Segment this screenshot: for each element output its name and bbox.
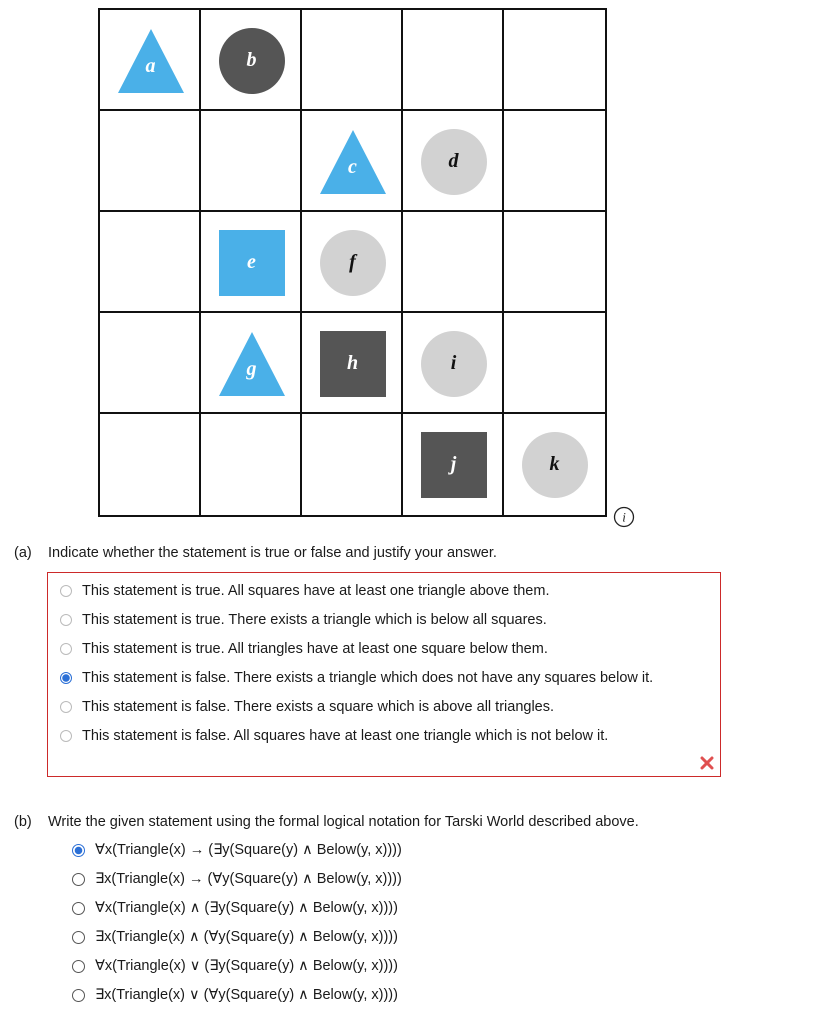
- object-label: b: [246, 49, 257, 71]
- object-label: e: [247, 251, 256, 273]
- option-label: ∀x(Triangle(x) ∨ (∃y(Square(y) ∧ Below(y, x)))): [95, 958, 398, 974]
- object-label: d: [448, 150, 459, 172]
- part-a-option[interactable]: [60, 612, 547, 628]
- radio-button[interactable]: [72, 989, 85, 1002]
- option-label: ∃x(Triangle(x) ∧ (∀y(Square(y) ∧ Below(y, x)))): [95, 929, 398, 945]
- grid-cell-c: [302, 111, 403, 212]
- radio-button[interactable]: [72, 960, 85, 973]
- radio-button[interactable]: [72, 844, 85, 857]
- part-b-option[interactable]: [72, 929, 398, 945]
- part-b-prompt: Write the given statement using the formal logical notation for Tarski World described above.: [48, 814, 639, 830]
- radio-button[interactable]: [60, 614, 72, 626]
- part-b-tag: (b): [14, 814, 32, 830]
- radio-button[interactable]: [72, 873, 85, 886]
- object-label: h: [346, 352, 359, 374]
- square-object: [319, 330, 387, 398]
- part-a-option[interactable]: [60, 670, 653, 686]
- option-label: ∀x(Triangle(x) → (∃y(Square(y) ∧ Below(y, x)))): [95, 842, 402, 858]
- option-label: ∃x(Triangle(x) → (∀y(Square(y) ∧ Below(y, x)))): [95, 871, 402, 887]
- option-label: This statement is true. All triangles have at least one square below them.: [82, 641, 548, 657]
- circle-object: [218, 27, 286, 95]
- part-a-option[interactable]: [60, 699, 554, 715]
- svg-text:i: i: [622, 509, 626, 525]
- radio-button[interactable]: [60, 643, 72, 655]
- object-label: g: [246, 358, 257, 380]
- grid-cell-b: [201, 10, 302, 111]
- option-label: This statement is false. There exists a triangle which does not have any squares below it.: [82, 670, 654, 686]
- part-b-option[interactable]: [72, 871, 402, 887]
- grid-cell-h: [302, 313, 403, 414]
- part-a-answer-box: [47, 572, 721, 777]
- triangle-object: [117, 27, 185, 95]
- grid-cell-i: [403, 313, 504, 414]
- option-label: This statement is false. All squares have at least one triangle which is not below it.: [82, 728, 609, 744]
- circle-object: [319, 229, 387, 297]
- option-label: This statement is true. All squares have at least one triangle above them.: [82, 583, 550, 599]
- radio-button[interactable]: [72, 931, 85, 944]
- part-a-option[interactable]: [60, 728, 608, 744]
- part-b-question: [14, 814, 639, 830]
- circle-object: [521, 431, 589, 499]
- radio-button[interactable]: [60, 730, 72, 742]
- radio-button[interactable]: [60, 672, 72, 684]
- part-a-question: [14, 545, 497, 561]
- square-object: [218, 229, 286, 297]
- object-label: k: [549, 453, 560, 475]
- grid-cell-f: [302, 212, 403, 313]
- option-label: This statement is true. There exists a triangle which is below all squares.: [82, 612, 547, 628]
- grid-cell-d: [403, 111, 504, 212]
- triangle-object: [319, 128, 387, 196]
- part-b-option[interactable]: [72, 958, 398, 974]
- grid-cell-g: [201, 313, 302, 414]
- part-b-option[interactable]: [72, 900, 398, 916]
- circle-object: [420, 330, 488, 398]
- grid-cell-j: [403, 414, 504, 515]
- part-a-option[interactable]: [60, 641, 548, 657]
- triangle-object: [218, 330, 286, 398]
- part-b-option[interactable]: [72, 842, 402, 858]
- circle-object: [420, 128, 488, 196]
- object-label: i: [450, 352, 457, 374]
- radio-button[interactable]: [72, 902, 85, 915]
- grid-cell-e: [201, 212, 302, 313]
- option-label: ∀x(Triangle(x) ∧ (∃y(Square(y) ∧ Below(y, x)))): [95, 900, 398, 916]
- object-label: a: [145, 55, 156, 77]
- part-a-prompt: Indicate whether the statement is true or false and justify your answer.: [48, 545, 497, 561]
- info-icon[interactable]: [613, 506, 635, 528]
- object-label: f: [349, 251, 356, 273]
- grid-cell-a: [100, 10, 201, 111]
- tarski-world-grid: [98, 8, 607, 517]
- square-object: [420, 431, 488, 499]
- cross-icon: [700, 756, 714, 770]
- option-label: This statement is false. There exists a square which is above all triangles.: [82, 699, 555, 715]
- radio-button[interactable]: [60, 585, 72, 597]
- part-a-option[interactable]: [60, 583, 549, 599]
- part-b-option[interactable]: [72, 987, 398, 1003]
- grid-cell-k: [504, 414, 605, 515]
- object-label: j: [450, 453, 457, 475]
- part-a-tag: (a): [14, 545, 32, 561]
- object-label: c: [348, 156, 357, 178]
- radio-button[interactable]: [60, 701, 72, 713]
- option-label: ∃x(Triangle(x) ∨ (∀y(Square(y) ∧ Below(y, x)))): [95, 987, 398, 1003]
